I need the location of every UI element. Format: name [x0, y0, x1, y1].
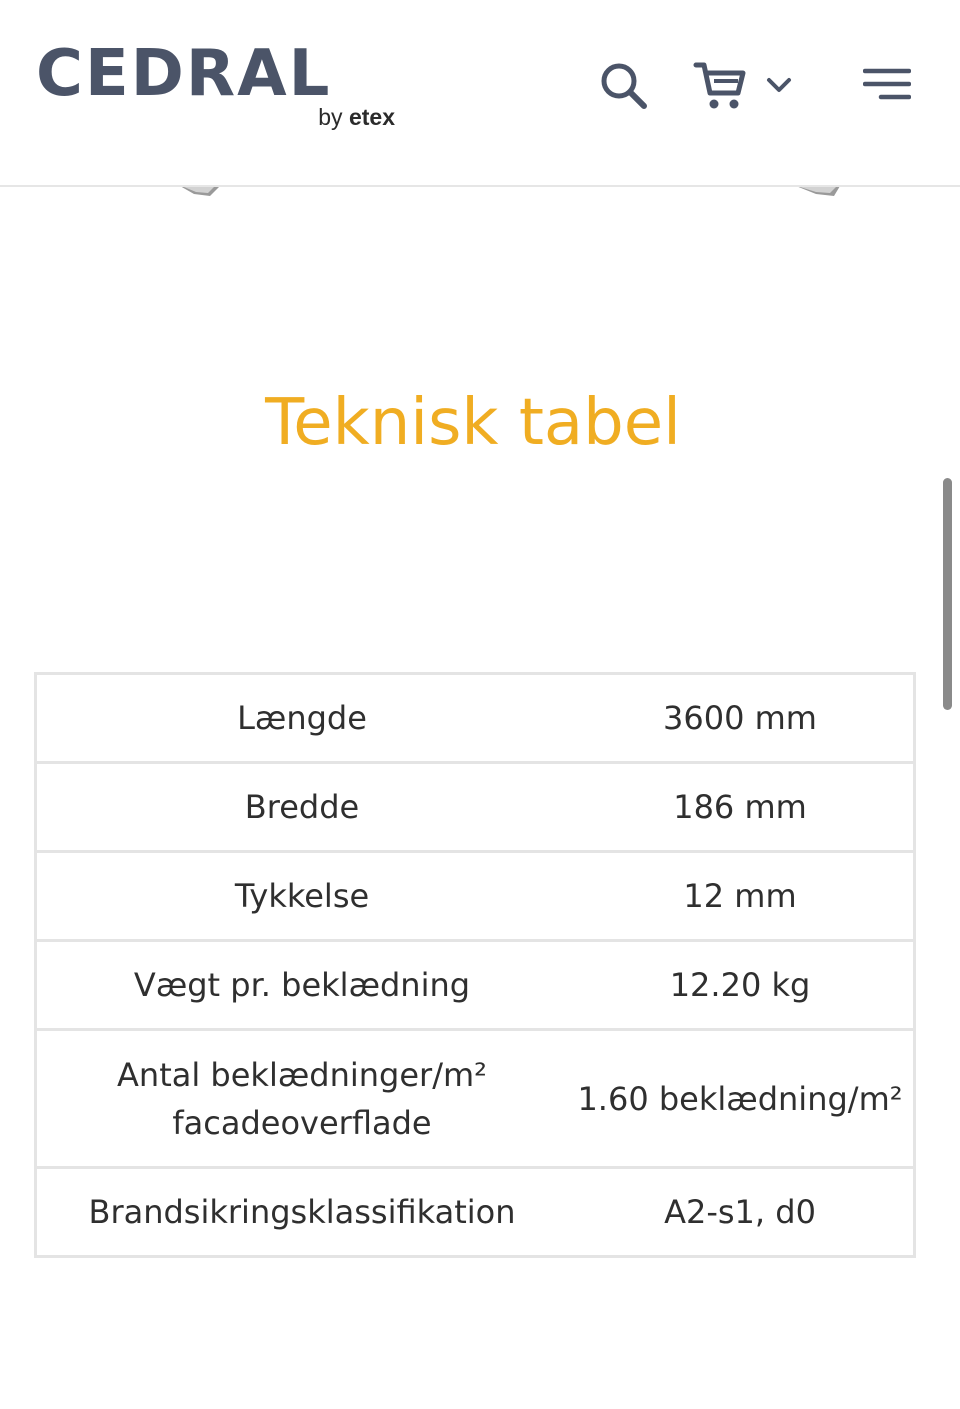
- search-button[interactable]: [596, 58, 650, 112]
- cart-button[interactable]: [690, 56, 750, 114]
- logo-brand: etex: [348, 104, 395, 130]
- section-title: Teknisk tabel: [265, 386, 681, 460]
- search-icon: [598, 60, 648, 110]
- cart-icon: [692, 57, 748, 113]
- row-value: A2-s1, d0: [567, 1168, 915, 1257]
- page-scrollbar[interactable]: [943, 478, 952, 710]
- logo-byline: [318, 104, 395, 131]
- technical-table: [34, 672, 916, 1258]
- logo-by: by: [318, 104, 343, 130]
- table-row: [36, 674, 915, 763]
- row-label: Tykkelse: [36, 852, 568, 941]
- logo-wordmark: CEDRAL: [36, 37, 332, 111]
- row-label: Brandsikringsklassifikation: [36, 1168, 568, 1257]
- chevron-down-icon: [765, 75, 793, 95]
- row-value: 12.20 kg: [567, 941, 915, 1030]
- row-value: 1.60 beklædning/m²: [567, 1030, 915, 1168]
- table-row: [36, 852, 915, 941]
- menu-button[interactable]: [862, 64, 912, 104]
- table-row: [36, 1030, 915, 1168]
- table-row: [36, 763, 915, 852]
- row-value: 186 mm: [567, 763, 915, 852]
- row-value: 12 mm: [567, 852, 915, 941]
- row-label: Længde: [36, 674, 568, 763]
- cedral-logo[interactable]: [36, 37, 401, 137]
- site-header: [0, 0, 960, 187]
- table-row: [36, 1168, 915, 1257]
- row-value: 3600 mm: [567, 674, 915, 763]
- cart-dropdown-toggle[interactable]: [762, 70, 796, 100]
- row-label: Bredde: [36, 763, 568, 852]
- table-row: [36, 941, 915, 1030]
- row-label: Antal beklædninger/m² facadeoverflade: [36, 1030, 568, 1168]
- row-label: Vægt pr. beklædning: [36, 941, 568, 1030]
- hamburger-menu-icon: [863, 66, 911, 102]
